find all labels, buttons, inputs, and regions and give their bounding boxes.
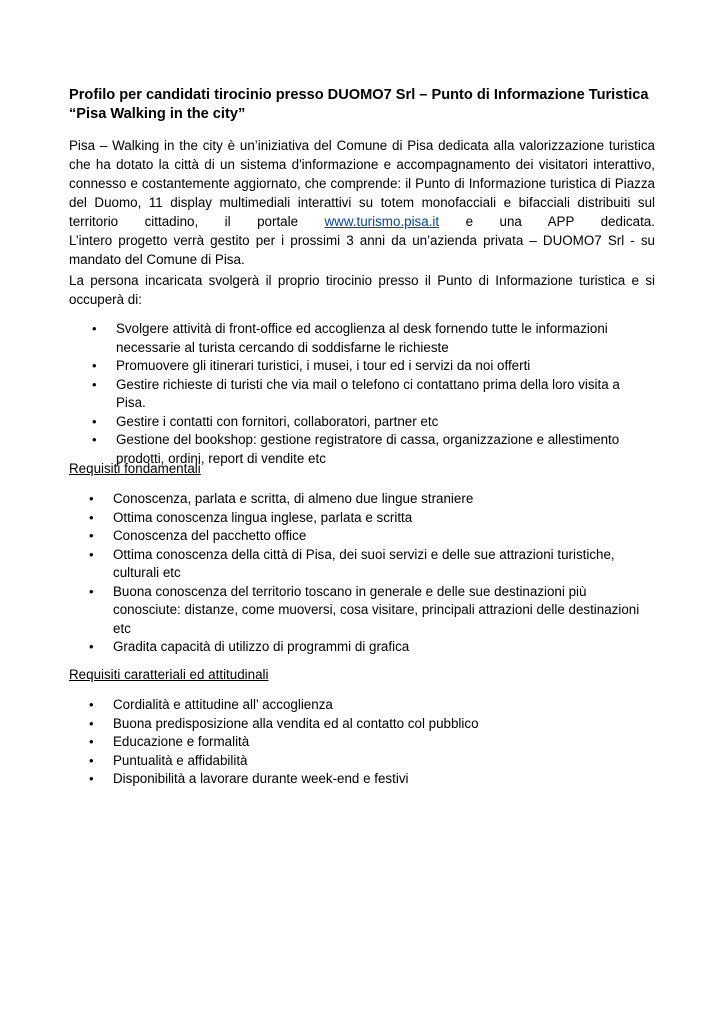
attitudes-list <box>89 696 653 789</box>
intro-line-with-link <box>69 212 655 231</box>
list-item-text: Gestire i contatti con fornitori, collaboratori, partner etc <box>116 413 439 429</box>
bullet-icon: • <box>89 715 94 731</box>
intro-word: dedicata. <box>600 214 655 229</box>
list-item <box>89 715 653 734</box>
list-item-text: Ottima conoscenza lingua inglese, parlata e scritta <box>113 509 413 525</box>
list-item <box>89 752 653 771</box>
title-line-2: “Pisa Walking in the city” <box>69 106 246 122</box>
intro-paragraph <box>69 136 655 269</box>
title-line-1: Profilo per candidati tirocinio presso DUOMO7 Srl – Punto di Informazione Turistica <box>69 87 649 103</box>
duties-list <box>92 320 636 468</box>
attitudes-heading: Requisiti caratteriali ed attitudinali <box>69 667 269 682</box>
list-item <box>92 413 636 432</box>
bullet-icon: • <box>89 734 94 749</box>
list-item <box>89 546 653 583</box>
bullet-icon: • <box>92 376 97 392</box>
requirements-list <box>89 490 653 657</box>
intro-line: che ha dotato la città di un sistema d'informazione e accompagnamento dei visitatori interattivo, <box>69 157 655 172</box>
list-item-text: Buona predisposizione alla vendita ed al contatto col pubblico <box>113 715 479 731</box>
intro-line: mandato del Comune di Pisa. <box>69 252 245 267</box>
bullet-icon: • <box>92 413 97 429</box>
list-item <box>89 733 653 752</box>
bullet-icon: • <box>89 583 94 599</box>
intro-word: portale <box>257 214 299 229</box>
intro-word: il <box>224 214 231 229</box>
list-item <box>89 770 653 789</box>
list-item-text: Gradita capacità di utilizzo di programmi di grafica <box>113 639 410 654</box>
bullet-icon: • <box>89 752 94 768</box>
bullet-icon: • <box>92 432 97 447</box>
bullet-icon: • <box>92 358 97 373</box>
document-title <box>69 86 669 124</box>
intro-word: e <box>465 214 474 229</box>
list-item <box>89 509 653 528</box>
bullet-icon: • <box>92 321 97 336</box>
list-item-text: Puntualità e affidabilità <box>113 752 248 768</box>
list-item-text: Conoscenza del pacchetto office <box>113 528 307 543</box>
bullet-icon: • <box>89 528 94 543</box>
bullet-icon: • <box>89 491 94 506</box>
list-item-text: Svolgere attività di front-office ed accoglienza al desk fornendo tutte le informazioni necessarie al turista cercando di soddisfarne le richieste <box>116 321 608 355</box>
intro-line: L’intero progetto verrà gestito per i prossimi 3 anni da un’azienda privata – DUOMO7 Srl - su <box>69 233 655 248</box>
list-item-text: Educazione e formalità <box>113 734 250 749</box>
list-item-text: Buona conoscenza del territorio toscano in generale e delle sue destinazioni più conosciute: distanze, come muoversi, cosa visitare, principali attrazioni delle destinazioni etc <box>113 583 640 636</box>
role-line: La persona incaricata svolgerà il proprio tirocinio presso il Punto di Informazione turistica e si <box>69 273 655 288</box>
intro-word: cittadino, <box>144 214 199 229</box>
list-item <box>89 527 653 546</box>
list-item <box>89 696 653 715</box>
list-item <box>92 357 636 376</box>
bullet-icon: • <box>89 771 94 786</box>
bullet-icon: • <box>89 639 94 654</box>
list-item-text: Disponibilità a lavorare durante week-end e festivi <box>113 771 409 786</box>
intro-word: APP <box>547 214 575 229</box>
tourism-portal-link[interactable]: www.turismo.pisa.it <box>324 214 440 229</box>
list-item-text: Cordialità e attitudine all’ accoglienza <box>113 697 333 712</box>
role-paragraph <box>69 271 655 309</box>
bullet-icon: • <box>89 509 94 525</box>
list-item-text: Gestione del bookshop: gestione registratore di cassa, organizzazione e allestimento prodotti, ordini, report di vendite etc <box>116 432 620 466</box>
list-item <box>89 638 653 657</box>
bullet-icon: • <box>89 546 94 562</box>
list-item-text: Conoscenza, parlata e scritta, di almeno due lingue straniere <box>113 491 474 506</box>
list-item <box>89 583 653 639</box>
list-item-text: Promuovere gli itinerari turistici, i musei, i tour ed i servizi da noi offerti <box>116 358 531 373</box>
list-item <box>92 376 636 413</box>
intro-line: Pisa – Walking in the city è un’iniziativa del Comune di Pisa dedicata alla valorizzazione turistica <box>69 138 655 153</box>
intro-line: del Duomo, 11 display multimediali interattivi su totem monofacciali e bifacciali distribuiti sul <box>69 195 655 210</box>
list-item <box>92 320 636 357</box>
list-item-text: Ottima conoscenza della città di Pisa, dei suoi servizi e delle sue attrazioni turistiche, culturali etc <box>113 546 615 580</box>
list-item-text: Gestire richieste di turisti che via mail o telefono ci contattano prima della loro visita a Pisa. <box>116 376 620 410</box>
list-item <box>89 490 653 509</box>
intro-line: connesso e costantemente aggiornato, che comprende: il Punto di Informazione turistica di Piazza <box>69 176 655 191</box>
intro-word: territorio <box>69 214 119 229</box>
requirements-heading: Requisiti fondamentali <box>69 461 201 476</box>
role-line: occuperà di: <box>69 292 142 307</box>
intro-word: una <box>499 214 522 229</box>
bullet-icon: • <box>89 697 94 712</box>
